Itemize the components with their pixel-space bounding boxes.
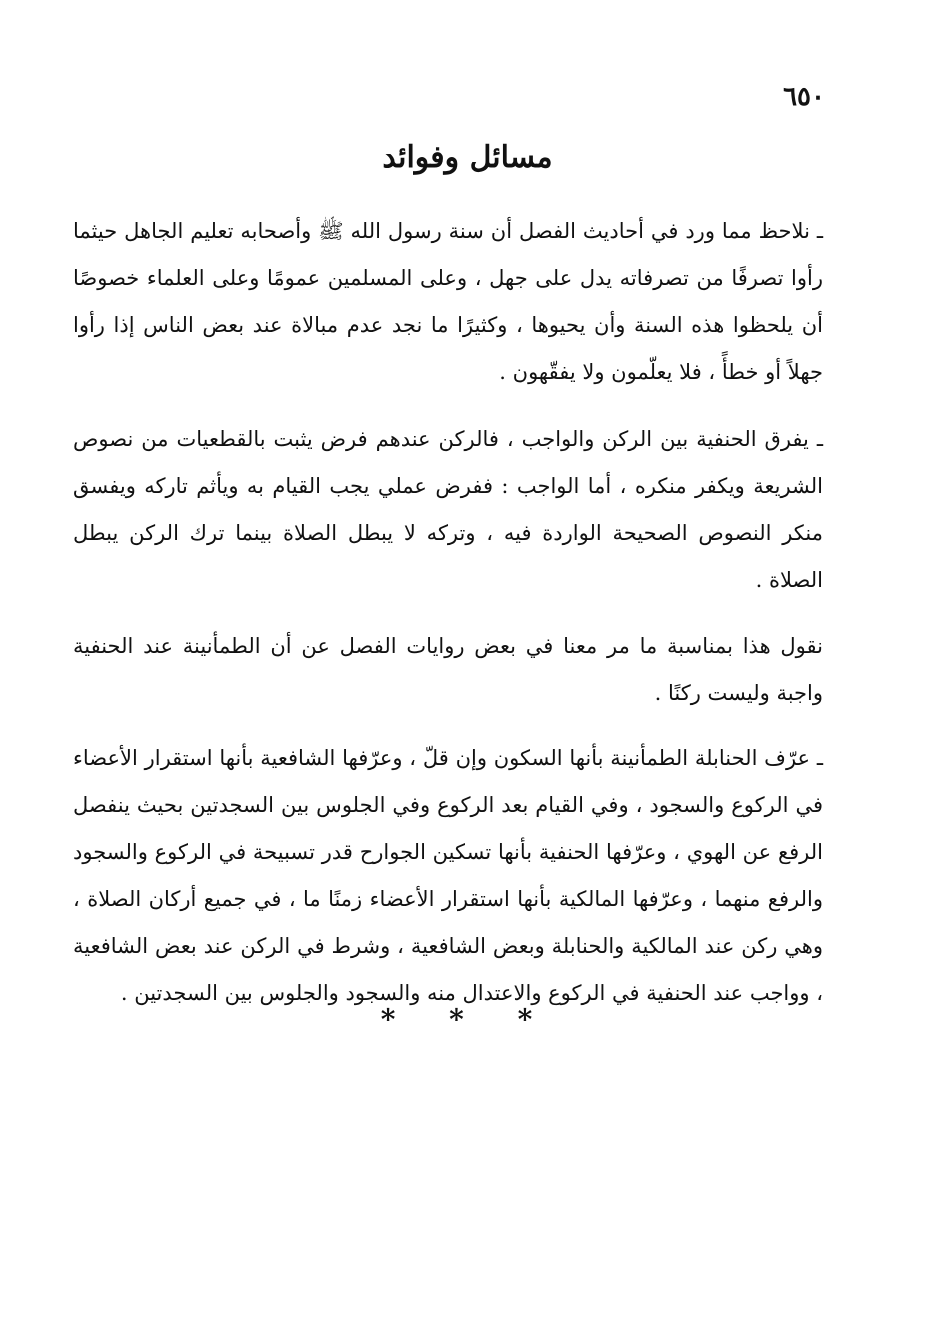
body-text — [73, 208, 823, 1017]
paragraph-tranquility-definitions: ـ عرّف الحنابلة الطمأنينة بأنها السكون وإن قلّ ، وعرّفها الشافعية بأنها استقرار الأعضاء في الركوع والسجود ، وفي القيام بعد الركوع وفي الجلوس بين السجدتين بحيث ينفصل الرفع عن الهوي ، وعرّفها الحنفية بأنها تسكين الجوارح قدر تسبيحة في الركوع والسجود والرفع منهما ، وعرّفها المالكية بأنها استقرار الأعضاء زمنًا ما ، في جميع أركان الصلاة ، وهي ركن عند المالكية والحنابلة وبعض الشافعية ، وشرط في الركن عند بعض الشافعية ، وواجب عند الحنفية في الركوع والاعتدال منه والسجود والجلوس بين السجدتين . — [73, 746, 823, 1005]
section-title: مسائل وفوائد — [382, 140, 553, 175]
paragraph-pillar-vs-obligation: ـ يفرق الحنفية بين الركن والواجب ، فالركن عندهم فرض يثبت بالقطعيات من نصوص الشريعة ويكفر منكره ، أما الواجب : ففرض عملي يجب القيام به ويأثم تاركه ويفسق منكر النصوص الصحيحة الواردة فيه ، وتركه لا يبطل الصلاة بينما ترك الركن يبطل الصلاة . — [73, 427, 823, 592]
paragraph-tranquility-hanafi: نقول هذا بمناسبة ما مر معنا في بعض روايات الفصل عن أن الطمأنينة عند الحنفية واجبة وليست ركنًا . — [73, 634, 823, 705]
section-separator: * * * — [380, 1003, 555, 1036]
page-number: ٦٥٠ — [783, 82, 825, 112]
paragraph-teaching-the-ignorant: ـ نلاحظ مما ورد في أحاديث الفصل أن سنة رسول الله ﷺ وأصحابه تعليم الجاهل حيثما رأوا تصرفًا من تصرفاته يدل على جهل ، وعلى المسلمين عمومًا وعلى العلماء خصوصًا أن يلحظوا هذه السنة وأن يحيوها ، وكثيرًا ما نجد عدم مبالاة عند بعض الناس إذا رأوا جهلاً أو خطأً ، فلا يعلّمون ولا يفقّهون . — [73, 219, 823, 384]
